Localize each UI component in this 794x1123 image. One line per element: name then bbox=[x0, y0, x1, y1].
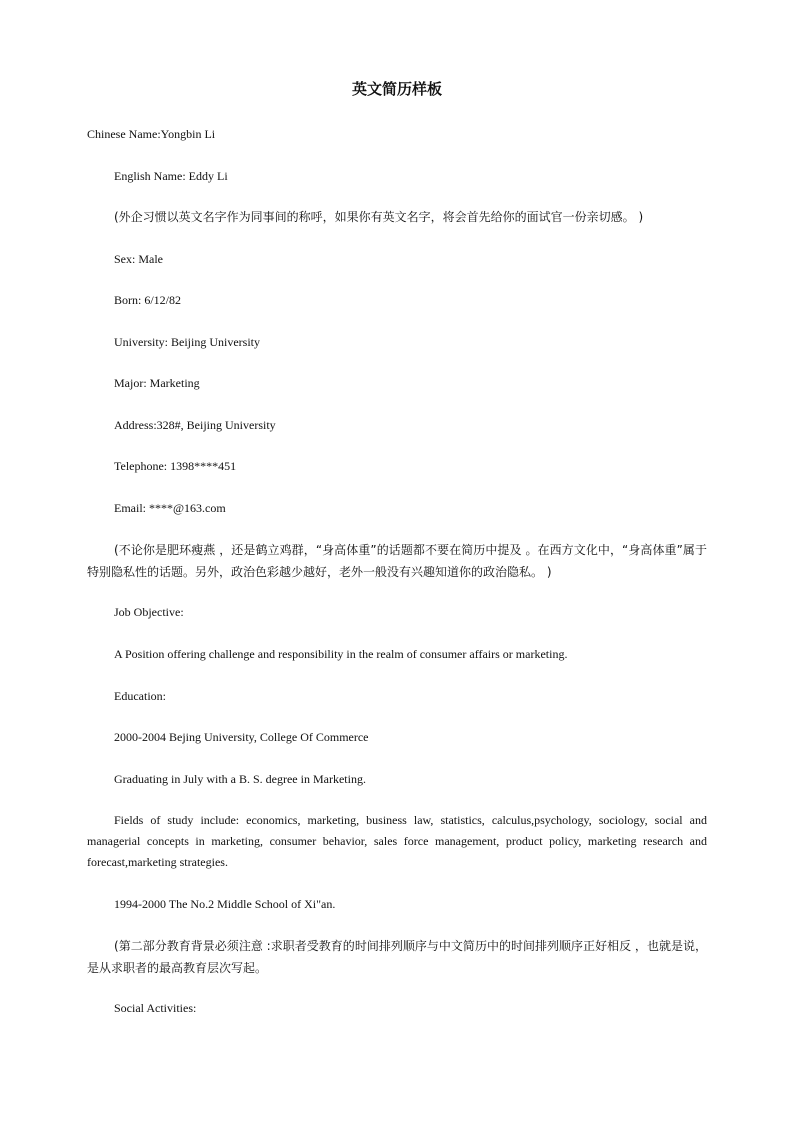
telephone-line: Telephone: 1398****451 bbox=[114, 459, 237, 473]
chinese-name-line: Chinese Name:Yongbin Li bbox=[87, 127, 216, 141]
page-title: 英文简历样板 bbox=[351, 80, 442, 98]
english-name-line: English Name: Eddy Li bbox=[114, 169, 228, 183]
personal-info-note: (不论你是肥环瘦燕 ，还是鹤立鸡群，“身高体重”的话题都不要在简历中提及 。在西方文化中，“身高体重”属于特别隐私性的话题。另外，政治色彩越少越好，老外一般没有兴趣知道你的政治隐私。 ) bbox=[87, 543, 707, 579]
sex-line: Sex: Male bbox=[114, 252, 163, 266]
education-entry-university: 2000-2004 Bejing University, College Of Commerce bbox=[114, 730, 369, 744]
fields-of-study: Fields of study include: economics, marketing, business law, statistics, calculus,psychology, sociology, social and managerial concepts in marketing, consumer behavior, sales force management, product policy, marketing research and forecast,marketing strategies. bbox=[87, 813, 707, 869]
education-heading: Education: bbox=[114, 689, 166, 703]
address-line: Address:328#, Beijing University bbox=[114, 418, 276, 432]
university-line: University: Beijing University bbox=[114, 335, 260, 349]
job-objective-heading: Job Objective: bbox=[114, 605, 184, 619]
english-name-note: (外企习惯以英文名字作为同事间的称呼，如果你有英文名字，将会首先给你的面试官一份亲切感。 ) bbox=[114, 210, 644, 224]
education-entry-degree: Graduating in July with a B. S. degree in Marketing. bbox=[114, 772, 366, 786]
education-note: (第二部分教育背景必须注意 :求职者受教育的时间排列顺序与中文简历中的时间排列顺序正好相反 ，也就是说，是从求职者的最高教育层次写起。 bbox=[87, 939, 707, 975]
education-entry-middle-school: 1994-2000 The No.2 Middle School of Xi"an. bbox=[114, 897, 336, 911]
major-line: Major: Marketing bbox=[114, 376, 200, 390]
born-line: Born: 6/12/82 bbox=[114, 293, 182, 307]
job-objective-text: A Position offering challenge and responsibility in the realm of consumer affairs or marketing. bbox=[114, 647, 568, 661]
social-activities-heading: Social Activities: bbox=[114, 1001, 197, 1015]
email-line: Email: ****@163.com bbox=[114, 501, 226, 515]
